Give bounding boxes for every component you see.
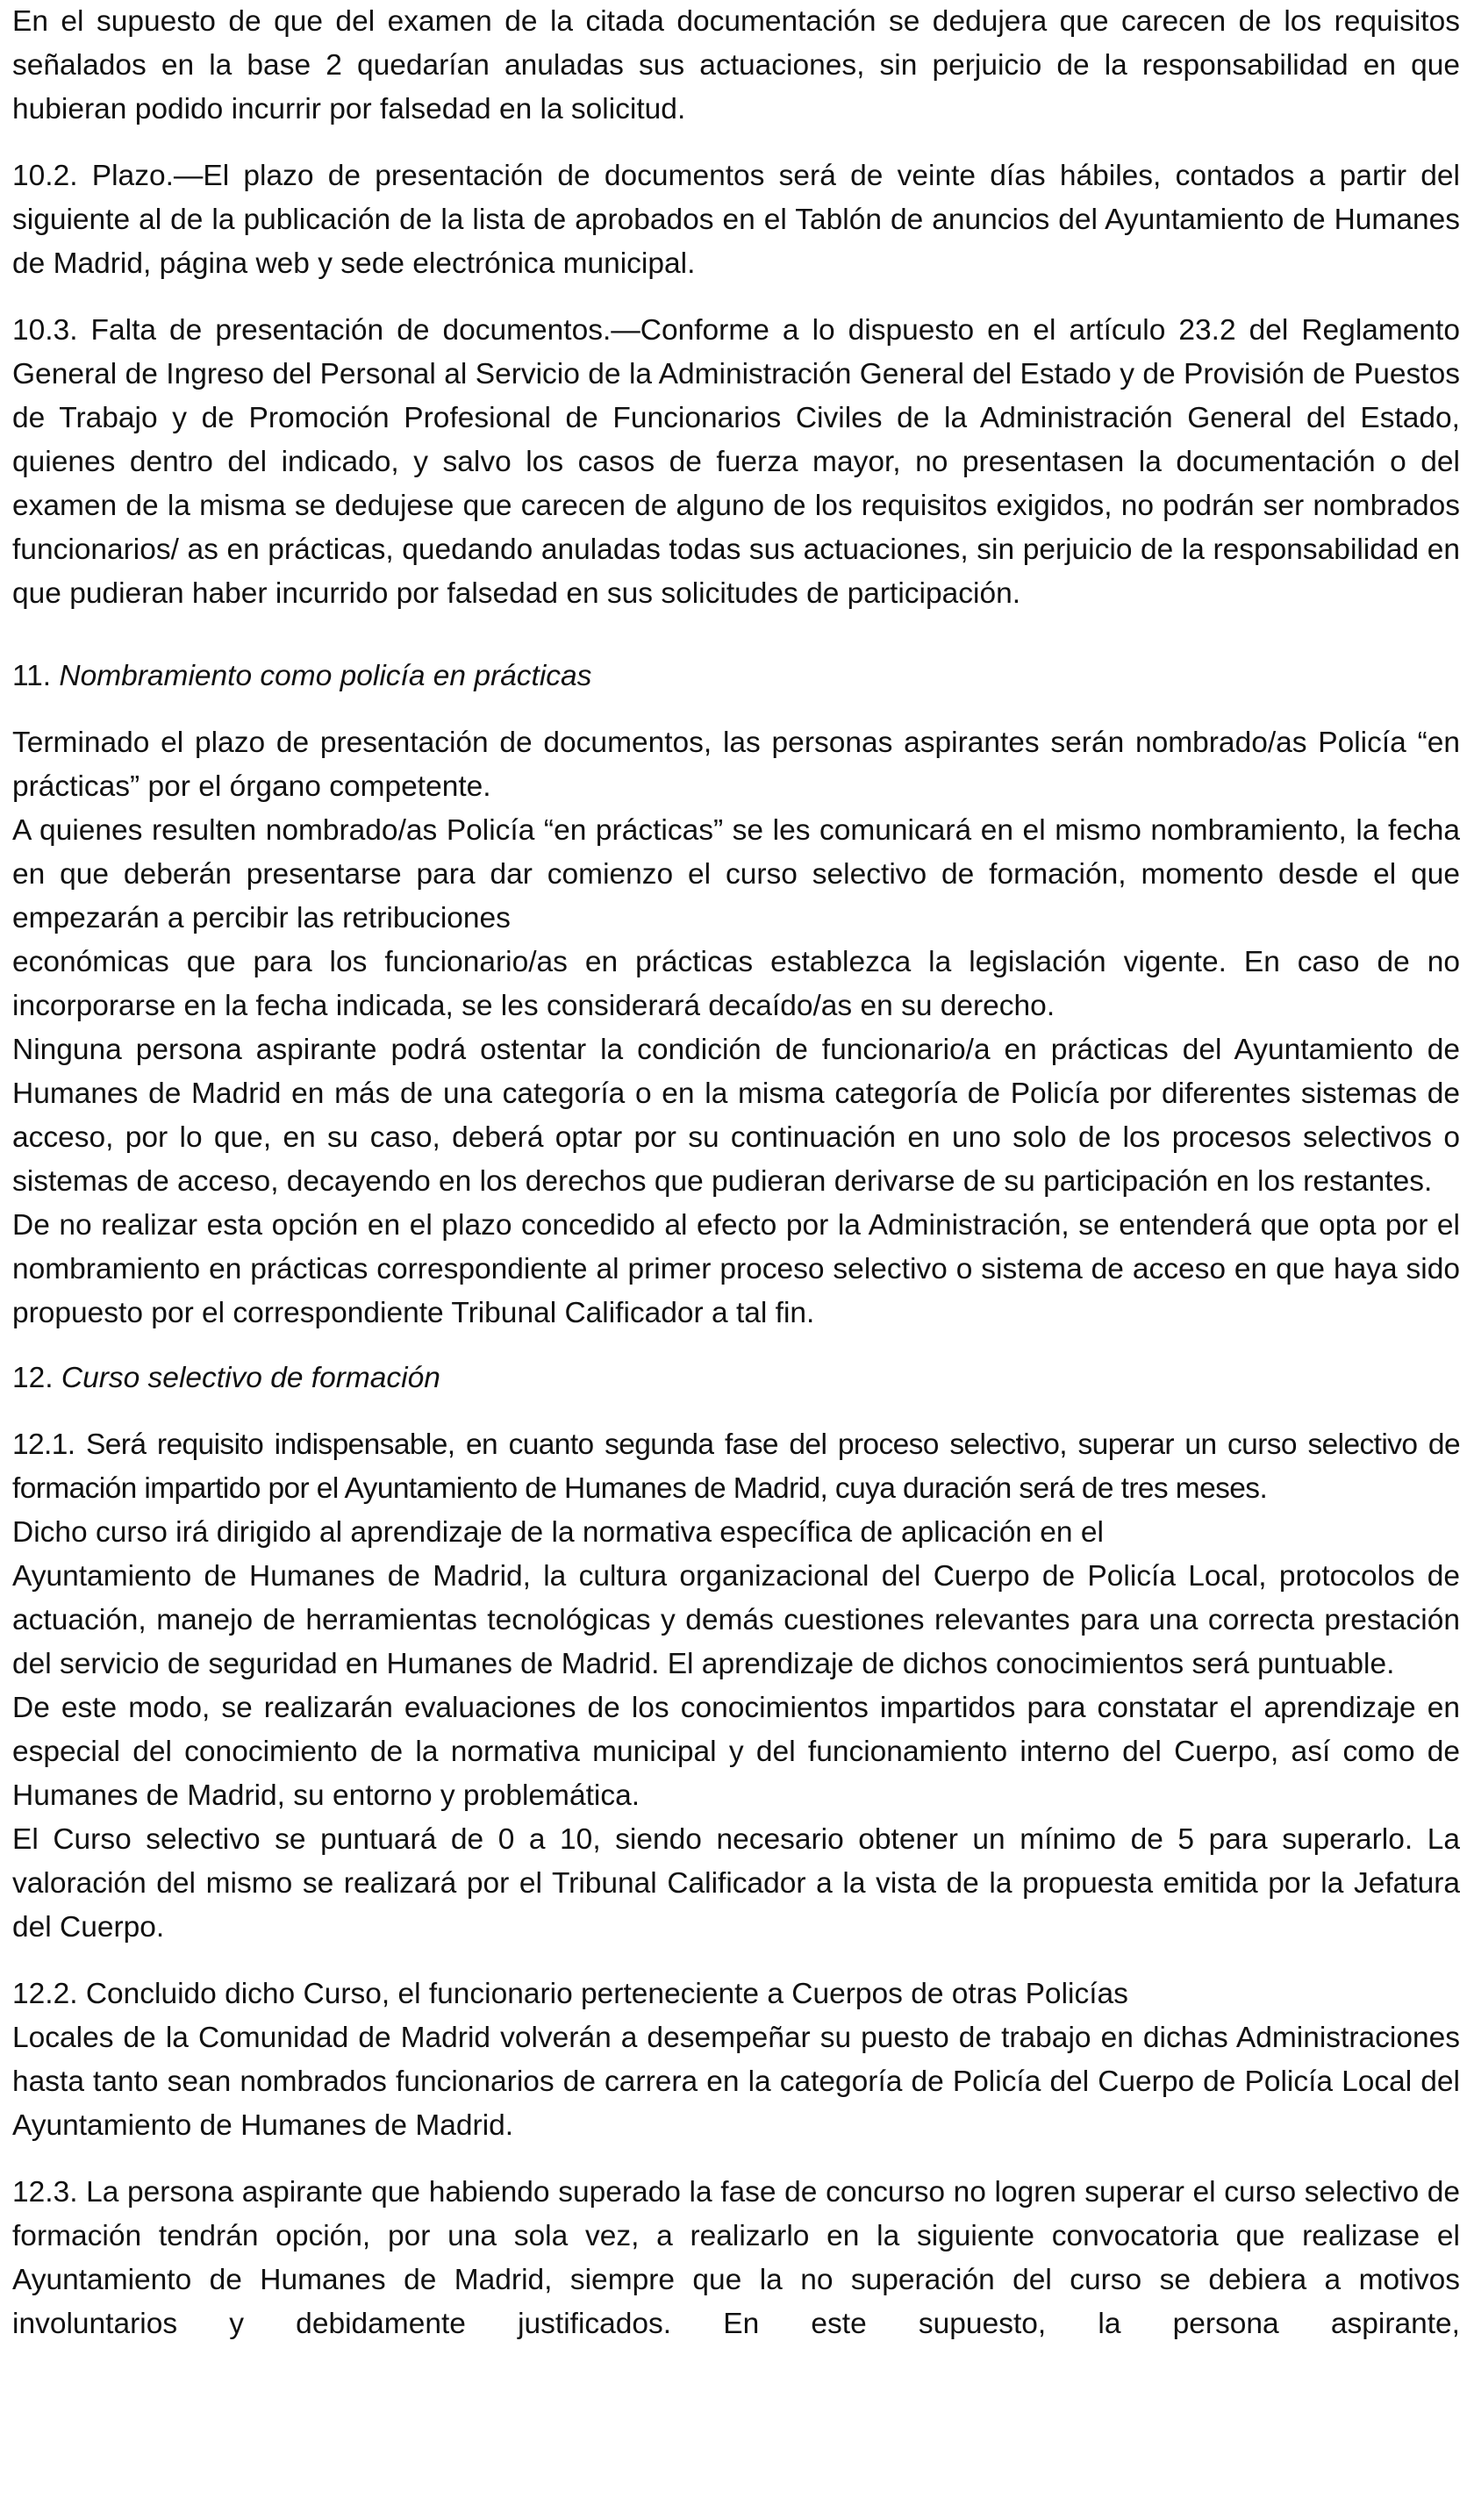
section-heading-11 — [12, 655, 1460, 698]
paragraph-11-c: económicas que para los funcionario/as en prácticas establezca la legislación vigente. En caso de no incorporarse en la fecha indicada, se les considerará decaído/as en su derecho. — [12, 946, 1460, 1022]
paragraph-12-1-a: 12.1. Será requisito indispensable, en cuanto segunda fase del proceso selectivo, superar un curso selectivo de formación impartido por el Ayuntamiento de Humanes de Madrid, cuya duración será de tres meses. — [12, 1428, 1460, 1505]
paragraph-12-1-d: De este modo, se realizarán evaluaciones de los conocimientos impartidos para constatar el aprendizaje en especial del conocimiento de la normativa municipal y del funcionamiento interno del Cuerpo, así como de Humanes de Madrid, su entorno y problemática. — [12, 1692, 1460, 1812]
section-number-11: 11. — [12, 660, 52, 692]
paragraph-12-3: 12.3. La persona aspirante que habiendo superado la fase de concurso no logren superar el curso selectivo de formación tendrán opción, por una sola vez, a realizarlo en la siguiente convocatoria que realizase el Ayuntamiento de Humanes de Madrid, siempre que la no superación del curso se debiera a motivos involuntarios y debidamente justificados. En este supuesto, la persona aspirante, — [12, 2176, 1460, 2340]
paragraph-11-d: Ninguna persona aspirante podrá ostentar la condición de funcionario/a en prácticas del Ayuntamiento de Humanes de Madrid en más de una categoría o en la misma categoría de Policía por diferentes sistemas de acceso, por lo que, en su caso, deberá optar por su continuación en uno solo de los procesos selectivos o sistemas de acceso, decayendo en los derechos que pudieran derivarse de su participación en los restantes. — [12, 1034, 1460, 1198]
paragraph-annulment: En el supuesto de que del examen de la citada documentación se dedujera que carecen de los requisitos señalados en la base 2 quedarían anuladas sus actuaciones, sin perjuicio de la responsabilidad en que hubieran podido incurrir por falsedad en la solicitud. — [12, 5, 1460, 125]
paragraph-12-1-c: Ayuntamiento de Humanes de Madrid, la cultura organizacional del Cuerpo de Policía Local, protocolos de actuación, manejo de herramientas tecnológicas y demás cuestiones relevantes para una correcta prestación del servicio de seguridad en Humanes de Madrid. El aprendizaje de dichos conocimientos será puntuable. — [12, 1560, 1460, 1680]
paragraph-12-1-e: El Curso selectivo se puntuará de 0 a 10, siendo necesario obtener un mínimo de 5 para superarlo. La valoración del mismo se realizará por el Tribunal Calificador a la vista de la propuesta emitida por la Jefatura del Cuerpo. — [12, 1823, 1460, 1944]
paragraph-11-e: De no realizar esta opción en el plazo concedido al efecto por la Administración, se entenderá que opta por el nombramiento en prácticas correspondiente al primer proceso selectivo o sistema de acceso en que haya sido propuesto por el correspondiente Tribunal Calificador a tal fin. — [12, 1209, 1460, 1329]
paragraph-11-a: Terminado el plazo de presentación de documentos, las personas aspirantes serán nombrado/as Policía “en prácticas” por el órgano competente. — [12, 727, 1460, 803]
section-title-11: Nombramiento como policía en prácticas — [59, 660, 592, 692]
section-number-12: 12. — [12, 1362, 54, 1394]
paragraph-10-3-missing-documents: 10.3. Falta de presentación de documentos.—Conforme a lo dispuesto en el artículo 23.2 del Reglamento General de Ingreso del Personal al Servicio de la Administración General del Estado y de Provisión de Puestos de Trabajo y de Promoción Profesional de Funcionarios Civiles de la Administración General del Estado, quienes dentro del indicado, y salvo los casos de fuerza mayor, no presentasen la documentación o del examen de la misma se dedujese que carecen de alguno de los requisitos exigidos, no podrán ser nombrados funcionarios/ as en prácticas, quedando anuladas todas sus actuaciones, sin perjuicio de la responsabilidad en que pudieran haber incurrido por falsedad en sus solicitudes de participación. — [12, 314, 1460, 610]
section-heading-12 — [12, 1357, 1460, 1400]
paragraph-12-2-a: 12.2. Concluido dicho Curso, el funcionario perteneciente a Cuerpos de otras Policías — [12, 1978, 1128, 2010]
paragraph-12-2-b: Locales de la Comunidad de Madrid volverán a desempeñar su puesto de trabajo en dichas Administraciones hasta tanto sean nombrados funcionarios de carrera en la categoría de Policía del Cuerpo de Policía Local del Ayuntamiento de Humanes de Madrid. — [12, 2022, 1460, 2142]
paragraph-10-2-deadline: 10.2. Plazo.—El plazo de presentación de documentos será de veinte días hábiles, contados a partir del siguiente al de la publicación de la lista de aprobados en el Tablón de anuncios del Ayuntamiento de Humanes de Madrid, página web y sede electrónica municipal. — [12, 160, 1460, 280]
paragraph-12-1-b: Dicho curso irá dirigido al aprendizaje de la normativa específica de aplicación en el — [12, 1516, 1104, 1549]
paragraph-11-b: A quienes resulten nombrado/as Policía “en prácticas” se les comunicará en el mismo nombramiento, la fecha en que deberán presentarse para dar comienzo el curso selectivo de formación, momento desde el que empezarán a percibir las retribuciones — [12, 814, 1460, 934]
section-title-12: Curso selectivo de formación — [61, 1362, 440, 1394]
